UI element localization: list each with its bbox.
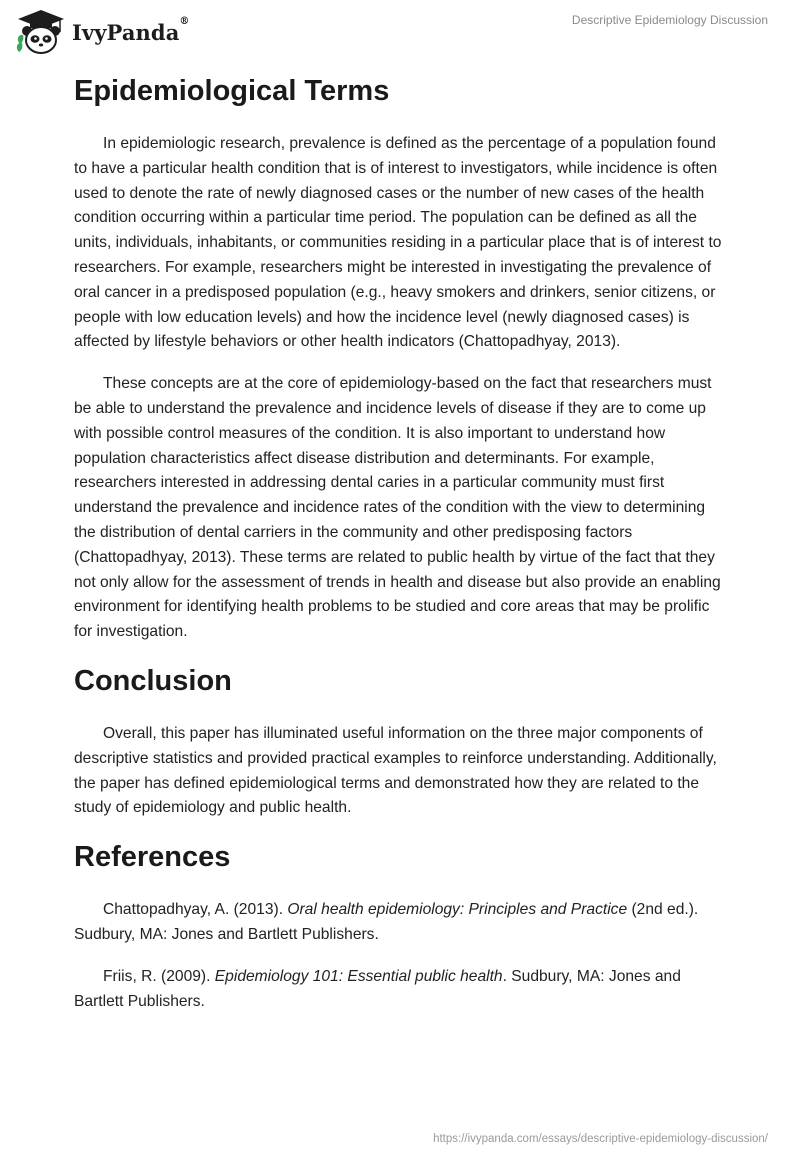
document-title: Descriptive Epidemiology Discussion — [571, 13, 768, 27]
section-heading-references: References — [74, 841, 231, 874]
document-body — [74, 72, 726, 1031]
paragraph: In epidemiologic research, prevalence is defined as the percentage of a population found to have a particular health condition that is of interest to investigators, while incidence is often used to denote the rate of newly diagnosed cases or the number of new cases of the health condition occurring within a particular time period. The population can be defined as all the units, individuals, inhabitants, or communities residing in a particular place that is of interest to researchers. For example, researchers might be interested in investigating the prevalence of oral cancer in a predisposed population (e.g., heavy smokers and drinkers, senior citizens, or people with low education levels) and how the incidence level (newly diagnosed cases) is affected by lifestyle behaviors or other health indicators (Chattopadhyay, 2013). — [74, 135, 722, 351]
section-heading-conclusion: Conclusion — [74, 664, 232, 697]
reference-item: Chattopadhyay, A. (2013). Oral health epidemiology: Principles and Practice (2nd ed.). Sudbury, MA: Jones and Bartlett Publishers. — [74, 901, 699, 943]
reference-title: Oral health epidemiology: Principles and Practice — [287, 901, 628, 919]
brand-logo[interactable] — [14, 8, 190, 56]
source-url[interactable]: https://ivypanda.com/essays/descriptive-epidemiology-discussion/ — [433, 1133, 768, 1145]
panda-graduate-icon — [14, 8, 68, 56]
page-header — [0, 0, 800, 64]
paragraph: Overall, this paper has illuminated useful information on the three major components of descriptive statistics and provided practical examples to reinforce understanding. Additionally, the paper has defined epidemiological terms and demonstrated how they are related to the study of epidemiology and public health. — [74, 724, 717, 817]
reference-title: Epidemiology 101: Essential public health — [214, 967, 503, 985]
brand-name: IvyPanda® — [72, 15, 190, 45]
paragraph: These concepts are at the core of epidemiology-based on the fact that researchers must be able to understand the prevalence and incidence levels of disease if they are to come up with possible control measures of the condition. It is also important to understand how population characteristics affect disease distribution and determinants. For example, researchers interested in addressing dental caries in a particular community must first understand the prevalence and incidence rates of the condition with the view to determining the distribution of dental carriers in the community and other predisposing factors (Chattopadhyay, 2013). These terms are related to public health by virtue of the fact that they not only allow for the assessment of trends in health and disease but also provide an enabling environment for identifying health problems to be studied and core areas that may be prolific for investigation. — [74, 375, 721, 641]
reference-item: Friis, R. (2009). Epidemiology 101: Essential public health. Sudbury, MA: Jones and Bartlett Publishers. — [74, 967, 681, 1010]
section-heading-terms: Epidemiological Terms — [74, 75, 390, 107]
